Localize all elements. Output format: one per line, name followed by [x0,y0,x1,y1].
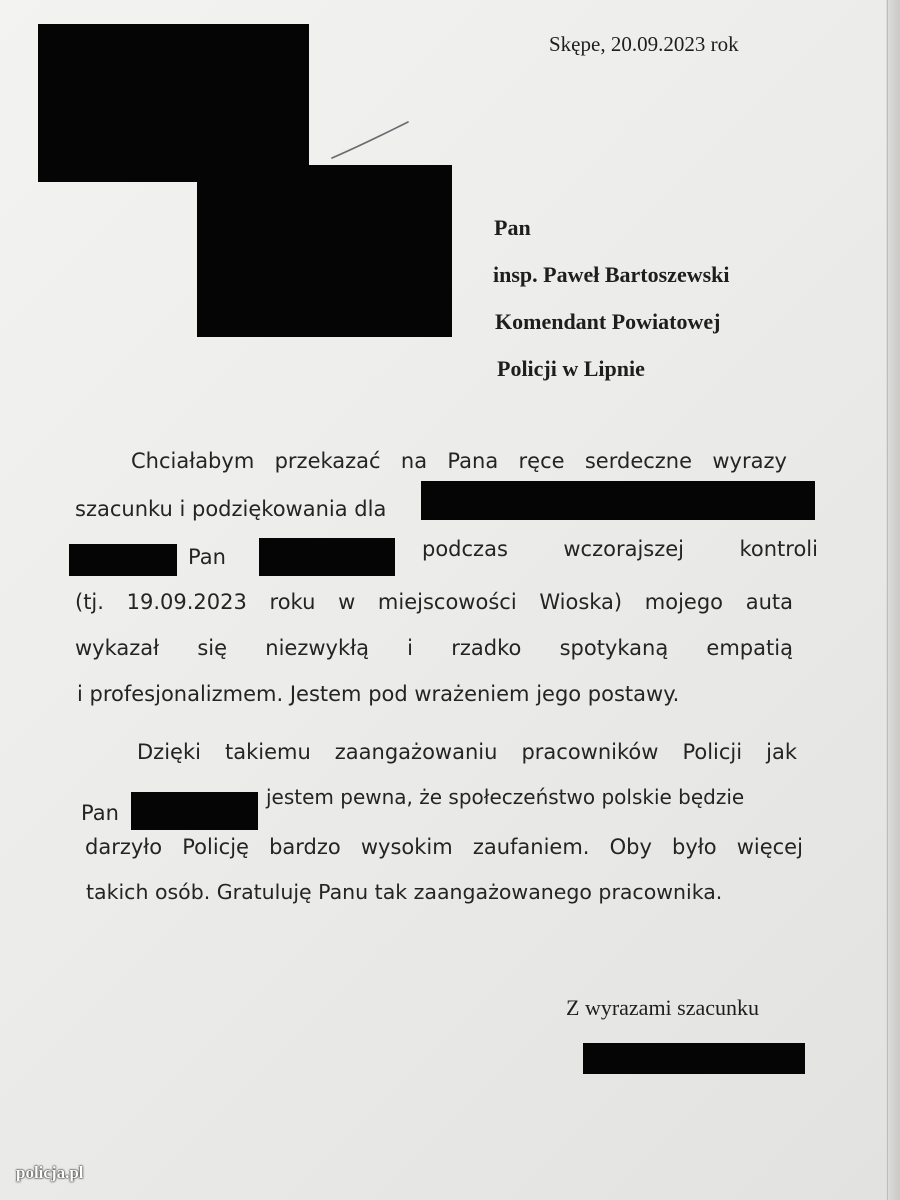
word: w [338,590,356,614]
word: Oby [609,835,652,859]
word: kontroli [739,537,818,561]
recipient-line-4: Policji w Lipnie [497,356,645,381]
paragraph-1-line-3-pan: Pan [188,545,226,569]
word: serdeczne [584,449,693,473]
paragraph-1-line-5 [75,636,793,660]
word: było [672,835,717,859]
paragraph-1-line-1 [131,449,787,473]
page-edge-shadow [886,0,900,1200]
recipient-line-2: insp. Paweł Bartoszewski [493,262,730,287]
paragraph-2-line-1 [137,740,797,764]
paragraph-2-line-2-pan: Pan [81,801,119,825]
word: wykazał [75,636,160,660]
paragraph-2-line-3 [85,835,803,859]
paragraph-1-line-3-rest [422,537,818,561]
word: takiemu [224,740,311,764]
word: ręce [518,449,565,473]
word: podczas [422,537,508,561]
redaction-sender-block-1 [38,24,309,182]
source-watermark: policja.pl [16,1163,84,1182]
word: na [400,449,428,473]
word: miejscowości [377,590,517,614]
word: bardzo [269,835,341,859]
word: się [197,636,228,660]
redaction-sender-block-2 [197,165,452,337]
word: wysokim [360,835,453,859]
word: empatią [706,636,793,660]
word: Dzięki [137,740,201,764]
word: przekazać [274,449,381,473]
word: pracowników [521,740,659,764]
word: Policji [682,740,743,764]
recipient-line-1: Pan [494,215,531,240]
redaction-unit-name [421,481,815,520]
word: zaangażowaniu [334,740,498,764]
word: niezwykłą [265,636,369,660]
redaction-signature [583,1043,805,1074]
word: (tj. [75,590,104,614]
word: darzyło [85,835,163,859]
recipient-line-3: Komendant Powiatowej [495,309,721,334]
word: Policję [182,835,249,859]
closing-salutation: Z wyrazami szacunku [566,995,760,1020]
word: jak [766,740,797,764]
word: i [407,636,414,660]
word: Pana [447,449,499,473]
word: 19.09.2023 [126,590,247,614]
paragraph-1-line-6: i profesjonalizmem. Jestem pod wrażeniem jego postawy. [77,682,680,706]
redaction-officer-name-1 [259,538,395,576]
paragraph-1-line-4 [75,590,793,614]
word: Wioska) [539,590,623,614]
paragraph-1-line-2: szacunku i podziękowania dla [75,497,387,521]
word: rzadko [451,636,522,660]
word: auta [745,590,793,614]
word: spotykaną [559,636,669,660]
word: Chciałabym [131,449,255,473]
word: wyrazy [712,449,787,473]
word: wczorajszej [563,537,685,561]
pen-stroke-mark [330,118,420,168]
word: zaufaniem. [472,835,590,859]
redaction-officer-name-2 [131,792,258,830]
redaction-rank [69,544,177,576]
word: roku [269,590,316,614]
page-edge-line [887,0,888,1200]
place-and-date: Skępe, 20.09.2023 rok [549,32,739,56]
word: mojego [644,590,724,614]
paragraph-2-line-4: takich osób. Gratuluję Panu tak zaangażowanego pracownika. [86,880,723,904]
paragraph-2-line-2-rest: jestem pewna, że społeczeństwo polskie będzie [266,785,745,809]
word: więcej [736,835,803,859]
